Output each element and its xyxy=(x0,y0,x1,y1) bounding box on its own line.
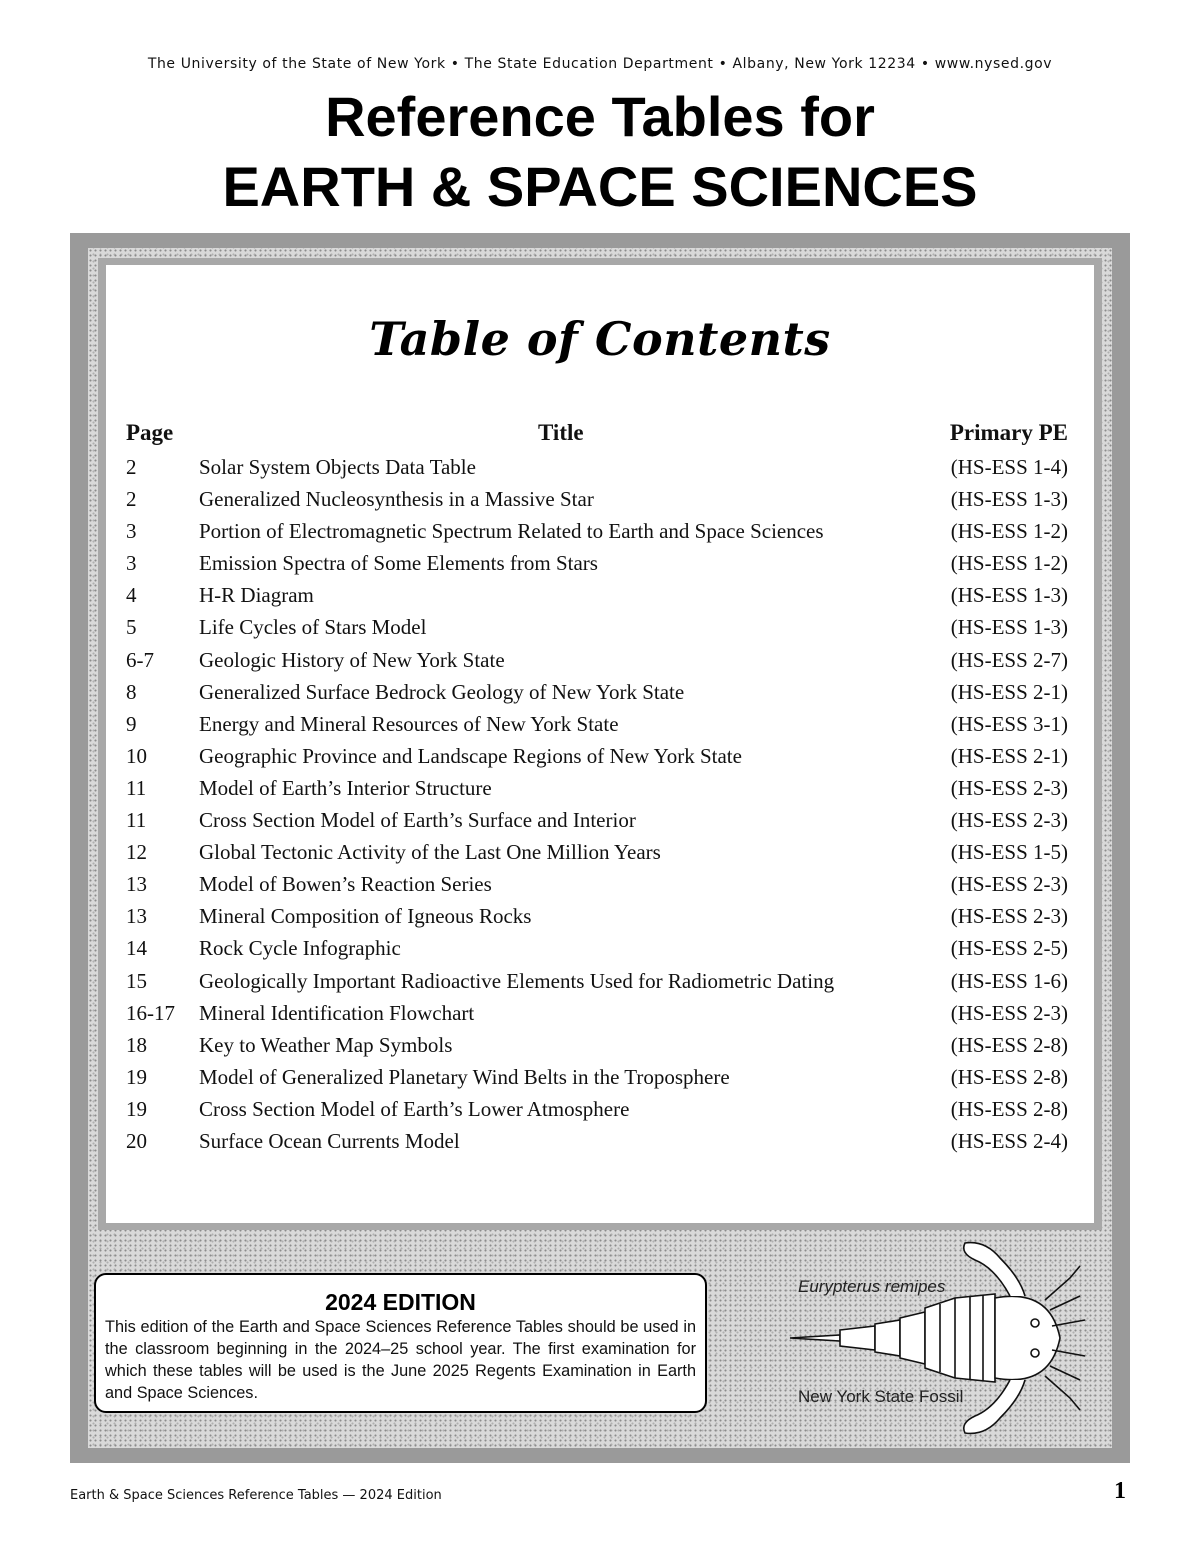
footer-text: Earth & Space Sciences Reference Tables — 2024 Edition xyxy=(70,1488,442,1503)
toc-row xyxy=(126,547,1068,579)
toc-row-page: 3 xyxy=(126,519,137,544)
toc-row xyxy=(126,1093,1068,1125)
toc-row xyxy=(126,708,1068,740)
main-title-line-2: EARTH & SPACE SCIENCES xyxy=(222,155,978,218)
toc-row xyxy=(126,836,1068,868)
toc-row-title: Life Cycles of Stars Model xyxy=(199,615,427,640)
toc-column-headers xyxy=(126,420,1068,448)
toc-row xyxy=(126,740,1068,772)
toc-row-page: 16-17 xyxy=(126,1000,175,1025)
edition-text: This edition of the Earth and Space Sciences Reference Tables should be used in the classroom beginning in the 2024–25 school year. The first examination for which these tables will be used is the June 2025 Regents Examination in Earth and Space Sciences. xyxy=(105,1318,696,1402)
toc-row-title: Geographic Province and Landscape Regions of New York State xyxy=(199,743,742,768)
toc-row-pe: (HS-ESS 2-8) xyxy=(950,1032,1068,1057)
toc-row-title: Model of Earth’s Interior Structure xyxy=(199,775,492,800)
toc-row xyxy=(126,1029,1068,1061)
toc-row-page: 13 xyxy=(126,904,147,929)
toc-row-page: 20 xyxy=(126,1128,147,1153)
toc-row-page: 11 xyxy=(126,775,147,800)
institution-line: The University of the State of New York • The State Education Department • Albany, New York 12234 • www.nysed.gov xyxy=(147,56,1053,72)
toc-row-page: 6-7 xyxy=(126,647,154,672)
toc-row-pe: (HS-ESS 1-5) xyxy=(950,840,1068,865)
toc-row xyxy=(126,997,1068,1029)
toc-row-page: 8 xyxy=(126,679,137,704)
edition-notice xyxy=(94,1273,707,1413)
toc-row-pe: (HS-ESS 3-1) xyxy=(950,711,1068,736)
toc-row-title: Model of Bowen’s Reaction Series xyxy=(199,872,492,897)
toc-row xyxy=(126,804,1068,836)
toc-row-pe: (HS-ESS 2-3) xyxy=(950,808,1068,833)
toc-row-pe: (HS-ESS 1-3) xyxy=(950,615,1068,640)
toc-row-page: 9 xyxy=(126,711,137,736)
toc-row xyxy=(126,772,1068,804)
toc-row-pe: (HS-ESS 1-4) xyxy=(950,455,1068,479)
toc-row-page: 18 xyxy=(126,1032,147,1057)
toc-row xyxy=(126,644,1068,676)
toc-row-title: H-R Diagram xyxy=(199,583,314,608)
eurypterid-illustration-icon xyxy=(780,1238,1100,1438)
toc-row-title: Energy and Mineral Resources of New York State xyxy=(199,711,619,736)
toc-row-page: 14 xyxy=(126,936,147,961)
toc-row-pe: (HS-ESS 1-3) xyxy=(950,583,1068,608)
edition-title: 2024 EDITION xyxy=(325,1289,476,1315)
toc-row-title: Geologically Important Radioactive Elements Used for Radiometric Dating xyxy=(199,968,835,993)
toc-row xyxy=(126,965,1068,997)
toc-row-title: Portion of Electromagnetic Spectrum Related to Earth and Space Sciences xyxy=(199,519,824,544)
toc-row-title: Cross Section Model of Earth’s Surface and Interior xyxy=(199,808,636,833)
toc-row-title: Cross Section Model of Earth’s Lower Atmosphere xyxy=(199,1096,630,1121)
toc-row xyxy=(126,451,1068,483)
toc-row-title: Mineral Composition of Igneous Rocks xyxy=(199,904,532,929)
page-number: 1 xyxy=(1114,1478,1126,1504)
toc-row-pe: (HS-ESS 1-3) xyxy=(950,487,1068,512)
toc-row-pe: (HS-ESS 1-2) xyxy=(950,519,1068,544)
toc-row-pe: (HS-ESS 2-3) xyxy=(950,904,1068,929)
toc-row-title: Rock Cycle Infographic xyxy=(199,936,401,961)
toc-row-pe: (HS-ESS 1-2) xyxy=(950,551,1068,576)
toc-row-page: 10 xyxy=(126,743,147,768)
toc-row-page: 2 xyxy=(126,487,137,512)
toc-row-pe: (HS-ESS 2-5) xyxy=(950,936,1068,961)
toc-row-pe: (HS-ESS 2-4) xyxy=(950,1128,1068,1153)
toc-row xyxy=(126,676,1068,708)
toc-row xyxy=(126,579,1068,611)
toc-row-pe: (HS-ESS 2-3) xyxy=(950,1000,1068,1025)
toc-row-title: Generalized Nucleosynthesis in a Massive Star xyxy=(199,487,594,512)
toc-row xyxy=(126,611,1068,643)
toc-row-title: Key to Weather Map Symbols xyxy=(199,1032,453,1057)
toc-row-pe: (HS-ESS 2-8) xyxy=(950,1096,1068,1121)
toc-row-page: 19 xyxy=(126,1064,147,1089)
toc-row xyxy=(126,868,1068,900)
toc-row xyxy=(126,483,1068,515)
toc-row-title: Generalized Surface Bedrock Geology of New York State xyxy=(199,679,685,704)
toc-row xyxy=(126,932,1068,964)
main-title-line-1: Reference Tables for xyxy=(325,85,875,148)
toc-row-title: Mineral Identification Flowchart xyxy=(199,1000,475,1025)
toc-row-pe: (HS-ESS 2-1) xyxy=(950,743,1068,768)
toc-row-page: 4 xyxy=(126,583,137,608)
column-header-primary-pe: Primary PE xyxy=(949,420,1068,445)
toc-row-pe: (HS-ESS 2-3) xyxy=(950,872,1068,897)
column-header-page: Page xyxy=(126,420,174,445)
toc-row-pe: (HS-ESS 2-1) xyxy=(950,679,1068,704)
toc-row xyxy=(126,900,1068,932)
fossil-caption: New York State Fossil xyxy=(798,1387,964,1406)
toc-row-page: 3 xyxy=(126,551,137,576)
toc-row-title: Solar System Objects Data Table xyxy=(199,455,476,479)
toc-row-page: 15 xyxy=(126,968,147,993)
toc-row-title: Model of Generalized Planetary Wind Belts in the Troposphere xyxy=(199,1064,730,1089)
toc-row-page: 13 xyxy=(126,872,147,897)
toc-row-title: Surface Ocean Currents Model xyxy=(199,1128,460,1153)
toc-row-page: 2 xyxy=(126,455,137,479)
toc-row xyxy=(126,515,1068,547)
toc-heading: Table of Contents xyxy=(369,312,831,366)
fossil-species-name: Eurypterus remipes xyxy=(798,1277,946,1296)
toc-row-title: Global Tectonic Activity of the Last One Million Years xyxy=(199,840,661,865)
toc-row-page: 5 xyxy=(126,615,137,640)
toc-row-title: Geologic History of New York State xyxy=(199,647,505,672)
toc-row-title: Emission Spectra of Some Elements from Stars xyxy=(199,551,598,576)
toc-row-pe: (HS-ESS 2-8) xyxy=(950,1064,1068,1089)
toc-row xyxy=(126,1061,1068,1093)
toc-row-pe: (HS-ESS 2-7) xyxy=(950,647,1068,672)
toc-row-page: 12 xyxy=(126,840,147,865)
column-header-title: Title xyxy=(538,420,584,445)
toc-row-pe: (HS-ESS 2-3) xyxy=(950,775,1068,800)
toc-row-page: 19 xyxy=(126,1096,147,1121)
toc-row-pe: (HS-ESS 1-6) xyxy=(950,968,1068,993)
toc-list xyxy=(126,451,1068,1157)
toc-row xyxy=(126,1125,1068,1157)
toc-row-page: 11 xyxy=(126,808,147,833)
